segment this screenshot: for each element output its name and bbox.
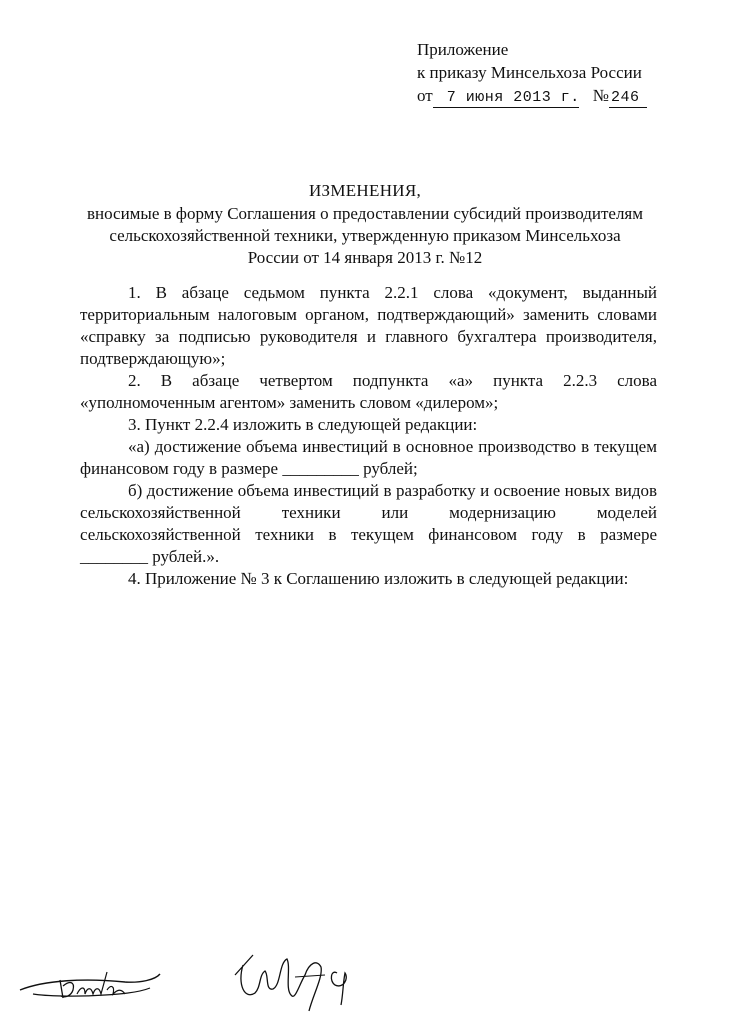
document-title bbox=[60, 180, 670, 269]
document-body bbox=[80, 282, 657, 590]
title-line-1: вносимые в форму Соглашения о предоставлении субсидий производителям bbox=[86, 204, 644, 223]
paragraph-4: «а) достижение объема инвестиций в основное производство в текущем финансовом году в размере _________ рублей; bbox=[80, 437, 657, 478]
paragraph-1: 1. В абзаце седьмом пункта 2.2.1 слова «документ, выданный территориальным налоговым органом, подтверждающий» заменить словами «справку за подписью руководителя и главного бухгалтера производителя, подтверждающую»; bbox=[80, 283, 657, 368]
title-line-3: России от 14 января 2013 г. №12 bbox=[247, 248, 483, 267]
order-date-number bbox=[417, 84, 707, 108]
title-line-2: сельскохозяйственной техники, утвержденную приказом Минсельхоза bbox=[109, 226, 621, 245]
signature-1 bbox=[15, 950, 165, 1020]
appendix-label: Приложение bbox=[417, 40, 509, 59]
paragraph-2: 2. В абзаце четвертом подпункта «а» пункта 2.2.3 слова «уполномоченным агентом» заменить словом «дилером»; bbox=[80, 371, 657, 412]
appendix-header bbox=[417, 38, 707, 108]
paragraph-6: 4. Приложение № 3 к Соглашению изложить в следующей редакции: bbox=[128, 569, 629, 588]
signatures-area bbox=[0, 945, 730, 1025]
from-label: от bbox=[417, 86, 433, 105]
order-number: 246 bbox=[609, 89, 647, 108]
order-date: 7 июня 2013 г. bbox=[433, 89, 579, 108]
appendix-order-ref: к приказу Минсельхоза России bbox=[417, 63, 642, 82]
signature-2 bbox=[225, 945, 365, 1025]
number-sign: № bbox=[592, 86, 609, 105]
paragraph-3: 3. Пункт 2.2.4 изложить в следующей редакции: bbox=[128, 415, 478, 434]
paragraph-5: б) достижение объема инвестиций в разработку и освоение новых видов сельскохозяйственной техники или модернизацию моделей сельскохозяйственной техники в текущем финансовом году в размере ________ рублей.». bbox=[80, 481, 657, 566]
title-heading: ИЗМЕНЕНИЯ, bbox=[308, 181, 422, 200]
